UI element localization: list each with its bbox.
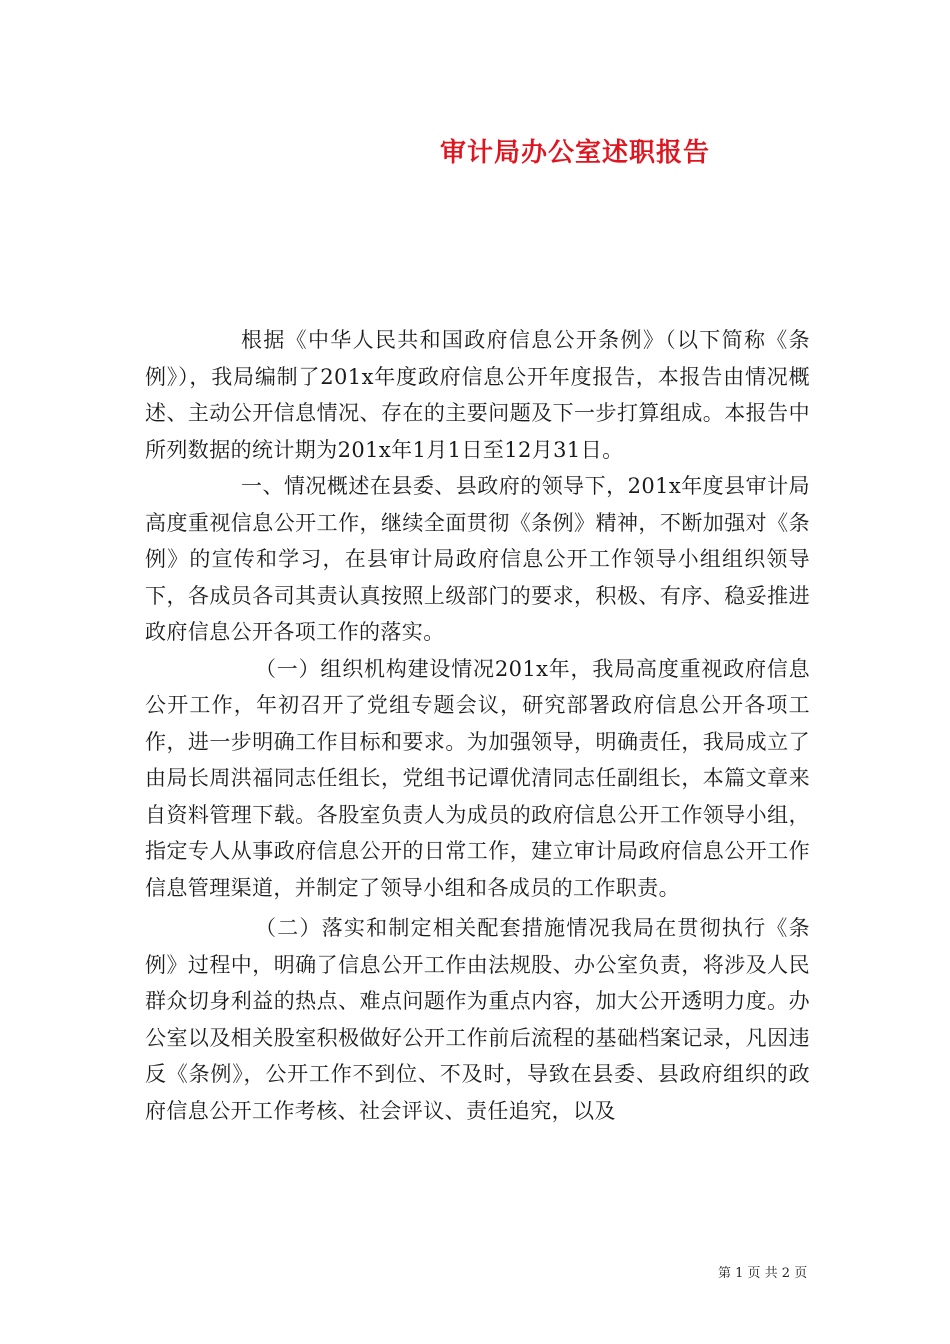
document-body xyxy=(145,322,810,1129)
paragraph-overview: 一、情况概述在县委、县政府的领导下，201x年度县审计局高度重视信息公开工作，继续全面贯彻《条例》精神，不断加强对《条例》的宣传和学习，在县审计局政府信息公开工作领导小组组织领导下，各成员各司其责认真按照上级部门的要求，积极、有序、稳妥推进政府信息公开各项工作的落实。 xyxy=(145,474,810,644)
page-number-footer: 第 1 页 共 2 页 xyxy=(718,1266,808,1281)
paragraph-intro: 根据《中华人民共和国政府信息公开条例》（以下简称《条例》），我局编制了201x年度政府信息公开年度报告，本报告由情况概述、主动公开信息情况、存在的主要问题及下一步打算组成。本报告中所列数据的统计期为201x年1月1日至12月31日。 xyxy=(145,328,810,462)
document-title: 审计局办公室述职报告 xyxy=(440,138,711,168)
paragraph-measures: （二）落实和制定相关配套措施情况我局在贯彻执行《条例》过程中，明确了信息公开工作由法规股、办公室负责，将涉及人民群众切身利益的热点、难点问题作为重点内容，加大公开透明力度。办公室以及相关股室积极做好公开工作前后流程的基础档案记录，凡因违反《条例》，公开工作不到位、不及时，导致在县委、县政府组织的政府信息公开工作考核、社会评议、责任追究，以及 xyxy=(145,916,810,1123)
paragraph-organization: （一）组织机构建设情况201x年，我局高度重视政府信息公开工作，年初召开了党组专题会议，研究部署政府信息公开各项工作，进一步明确工作目标和要求。为加强领导，明确责任，我局成立了由局长周洪福同志任组长，党组书记谭优清同志任副组长，本篇文章来自资料管理下载。各股室负责人为成员的政府信息公开工作领导小组，指定专人从事政府信息公开的日常工作，建立审计局政府信息公开工作信息管理渠道，并制定了领导小组和各成员的工作职责。 xyxy=(145,656,810,900)
